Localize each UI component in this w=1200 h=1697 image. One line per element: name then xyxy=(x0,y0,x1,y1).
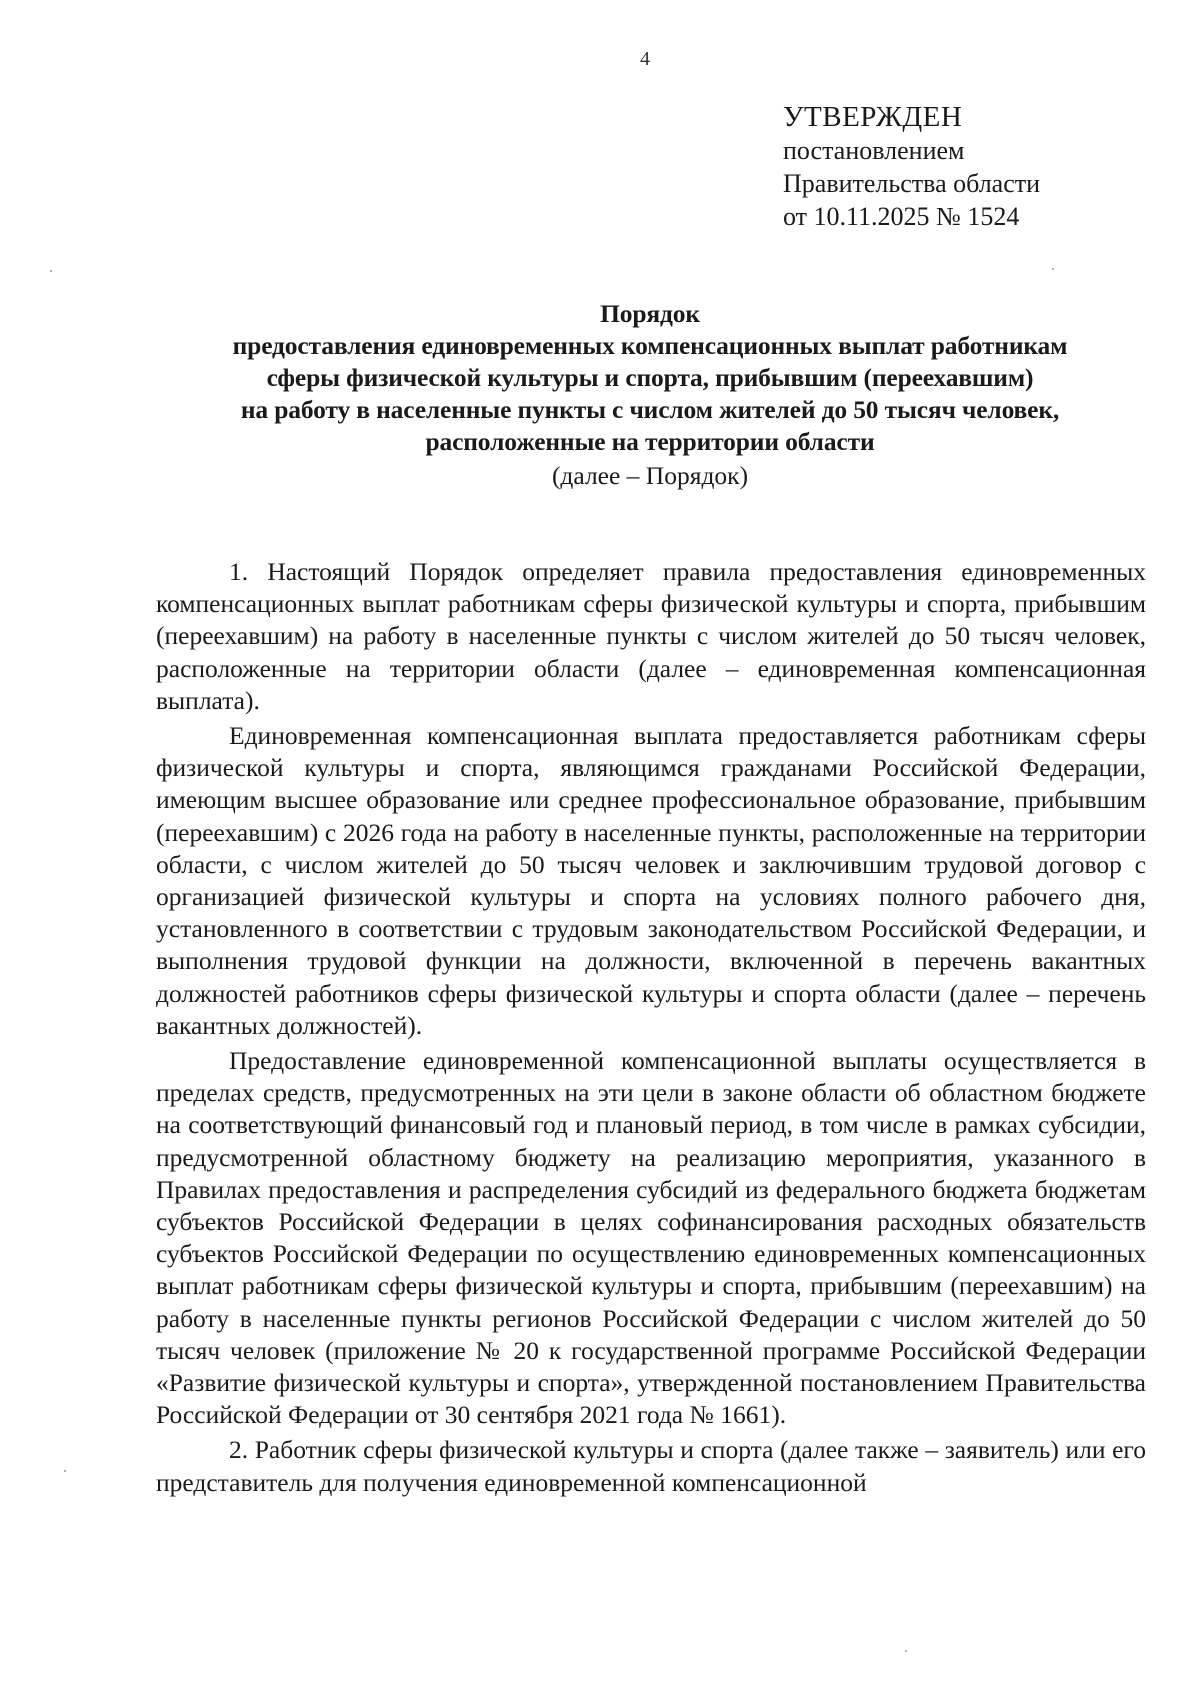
page-number: 4 xyxy=(640,48,650,70)
title-line: сферы физической культуры и спорта, прибывшим (переехавшим) xyxy=(266,363,1034,392)
title-line: на работу в населенные пункты с числом жителей до 50 тысяч человек, xyxy=(240,395,1060,424)
title-subtitle: (далее – Порядок) xyxy=(551,461,749,490)
approval-stamp xyxy=(783,100,1143,233)
document-title xyxy=(140,298,1160,492)
approval-title: УТВЕРЖДЕН xyxy=(783,101,963,133)
title-line: предоставления единовременных компенсационных выплат работникам xyxy=(232,331,1068,360)
paragraph: 2. Работник сферы физической культуры и спорта (далее также – заявитель) или его представитель для получения единовременной компенсационной xyxy=(156,1435,1146,1497)
approval-date-number: от 10.11.2025 № 1524 xyxy=(783,202,1020,231)
scan-speck xyxy=(1052,268,1054,270)
title-heading: Порядок xyxy=(600,299,700,328)
approval-line: постановлением xyxy=(783,136,965,165)
scan-speck xyxy=(50,270,52,272)
approval-line: Правительства области xyxy=(783,169,1041,198)
paragraph: Единовременная компенсационная выплата предоставляется работникам сферы физической культуры и спорта, являющимся гражданами Российской Федерации, имеющим высшее образование или среднее профессиональное образование, прибывшим (переехавшим) с 2026 года на работу в населенные пункты, расположенные на территории области, с числом жителей до 50 тысяч человек и заключившим трудовой договор с организацией физической культуры и спорта на условиях полного рабочего дня, установленного в соответствии с трудовым законодательством Российской Федерации, и выполнения трудовой функции на должности, включенной в перечень вакантных должностей работников сферы физической культуры и спорта области (далее – перечень вакантных должностей). xyxy=(156,721,1146,1040)
paragraph: 1. Настоящий Порядок определяет правила предоставления единовременных компенсационных выплат работникам сферы физической культуры и спорта, прибывшим (переехавшим) на работу в населенные пункты с числом жителей до 50 тысяч человек, расположенные на территории области (далее – единовременная компенсационная выплата). xyxy=(156,557,1146,715)
paragraph: Предоставление единовременной компенсационной выплаты осуществляется в пределах средств, предусмотренных на эти цели в законе области об областном бюджете на соответствующий финансовый год и плановый период, в том числе в рамках субсидии, предусмотренной областному бюджету на реализацию мероприятия, указанного в Правилах предоставления и распределения субсидий из федерального бюджета бюджетам субъектов Российской Федерации в целях софинансирования расходных обязательств субъектов Российской Федерации по осуществлению единовременных компенсационных выплат работникам сферы физической культуры и спорта, прибывшим (переехавшим) на работу в населенные пункты регионов Российской Федерации с числом жителей до 50 тысяч человек (приложение № 20 к государственной программе Российской Федерации «Развитие физической культуры и спорта», утвержденной постановлением Правительства Российской Федерации от 30 сентября 2021 года № 1661). xyxy=(156,1046,1146,1430)
scan-speck xyxy=(64,1470,66,1472)
document-body xyxy=(156,556,1146,1499)
title-line: расположенные на территории области xyxy=(425,427,875,456)
scan-speck xyxy=(905,1650,907,1652)
